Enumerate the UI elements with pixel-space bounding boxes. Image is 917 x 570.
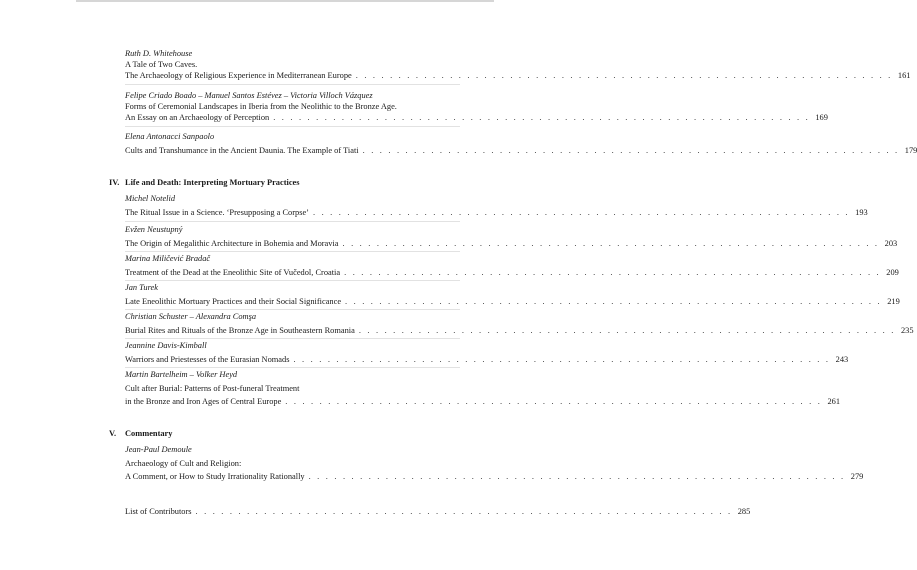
entry-author: Jean-Paul Demoule: [125, 445, 192, 454]
entry-author: Michel Notelid: [125, 194, 176, 203]
entry-title: Burial Rites and Rituals of the Bronze Age in Southeastern Romania: [125, 326, 355, 335]
dot-leader: . . . . . . . . . . . . . . . . . . . . . . . . . . . . . . . . . . . . . . . . . . . . . . . . . . . . . . . . . . . . . . .: [344, 268, 881, 277]
dot-leader: . . . . . . . . . . . . . . . . . . . . . . . . . . . . . . . . . . . . . . . . . . . . . . . . . . . . . . . . . . . . . . .: [293, 355, 831, 364]
entry-author: Jeannine Davis-Kimball: [125, 341, 207, 350]
page-number: 203: [884, 239, 898, 248]
entry-title-line[interactable]: [125, 471, 864, 482]
entry-divider: [125, 221, 460, 222]
entry-title-line: Archaeology of Cult and Religion:: [125, 459, 242, 468]
dot-leader: . . . . . . . . . . . . . . . . . . . . . . . . . . . . . . . . . . . . . . . . . . . . . . . . . . . . . . . . . . . . . . .: [342, 239, 880, 248]
toc-entry: [125, 253, 899, 278]
entry-title: List of Contributors: [125, 507, 192, 516]
page-number: 279: [850, 472, 864, 481]
entry-divider: [125, 84, 460, 85]
entry-title: The Origin of Megalithic Architecture in Bohemia and Moravia: [125, 239, 339, 248]
toc-entry: [125, 131, 917, 156]
page-number: 285: [737, 507, 751, 516]
entry-title-line[interactable]: [125, 207, 868, 218]
page-number: 261: [827, 397, 841, 406]
page-number: 179: [904, 146, 917, 155]
entry-author: Martin Bartelheim – Volker Heyd: [125, 370, 238, 379]
entry-title: A Comment, or How to Study Irrationality Rationally: [125, 472, 305, 481]
entry-title-line[interactable]: [125, 506, 751, 517]
entry-title-line[interactable]: [125, 267, 899, 278]
entry-title-line[interactable]: [125, 70, 911, 81]
entry-title: An Essay on an Archaeology of Perception: [125, 113, 270, 122]
toc-entry: [125, 444, 864, 482]
entry-title-line[interactable]: [125, 112, 828, 123]
entry-author: Ruth D. Whitehouse: [125, 49, 193, 58]
dot-leader: . . . . . . . . . . . . . . . . . . . . . . . . . . . . . . . . . . . . . . . . . . . . . . . . . . . . . . . . . . . . . . .: [285, 397, 823, 406]
entry-divider: [125, 251, 460, 252]
page-number: 219: [887, 297, 900, 306]
entry-divider: [125, 338, 460, 339]
dot-leader: . . . . . . . . . . . . . . . . . . . . . . . . . . . . . . . . . . . . . . . . . . . . . . . . . . . . . . . . . . . . . . .: [195, 507, 733, 516]
toc-entry: [125, 193, 868, 218]
toc-entry: [125, 369, 841, 407]
entry-author: Felipe Criado Boado – Manuel Santos Estévez – Victoria Villoch Vázquez: [125, 91, 373, 100]
page-number: 243: [835, 355, 849, 364]
page-number: 235: [900, 326, 914, 335]
entry-title: The Archaeology of Religious Experience in Mediterranean Europe: [125, 71, 352, 80]
dot-leader: . . . . . . . . . . . . . . . . . . . . . . . . . . . . . . . . . . . . . . . . . . . . . . . . . . . . . . . . . . . . . . .: [312, 208, 850, 217]
entry-title: Cults and Transhumance in the Ancient Daunia. The Example of Tiati: [125, 146, 359, 155]
entry-title-line: Forms of Ceremonial Landscapes in Iberia from the Neolithic to the Bronze Age.: [125, 102, 397, 111]
entry-author: Christian Schuster – Alexandra Comşa: [125, 312, 257, 321]
dot-leader: . . . . . . . . . . . . . . . . . . . . . . . . . . . . . . . . . . . . . . . . . . . . . . . . . . . . . . . . . . . . . . .: [345, 297, 882, 306]
section-number: IV.: [109, 178, 120, 187]
entry-title-line: Cult after Burial: Patterns of Post-funeral Treatment: [125, 384, 300, 393]
toc-entry: [125, 90, 828, 123]
page-number: 161: [897, 71, 911, 80]
dot-leader: . . . . . . . . . . . . . . . . . . . . . . . . . . . . . . . . . . . . . . . . . . . . . . . . . . . . . . . . . . . . . . .: [273, 113, 810, 122]
page-number: 209: [886, 268, 899, 277]
entry-divider: [125, 309, 460, 310]
toc-entry: [125, 311, 914, 336]
entry-title-line[interactable]: [125, 325, 914, 336]
page-number: 193: [855, 208, 868, 217]
section-number: V.: [109, 429, 117, 438]
section-title: Commentary: [125, 429, 173, 438]
toc-entry: [125, 224, 898, 249]
top-rule: [76, 0, 494, 2]
entry-author: Elena Antonacci Sanpaolo: [125, 132, 215, 141]
entry-author: Jan Turek: [125, 283, 158, 292]
entry-title: The Ritual Issue in a Science. ‘Presupposing a Corpse’: [125, 208, 309, 217]
section-heading: [109, 177, 300, 188]
toc-entry-contributors: [125, 506, 751, 517]
section-title: Life and Death: Interpreting Mortuary Practices: [125, 178, 300, 187]
dot-leader: . . . . . . . . . . . . . . . . . . . . . . . . . . . . . . . . . . . . . . . . . . . . . . . . . . . . . . . . . . . . . . .: [308, 472, 846, 481]
entry-title-line[interactable]: [125, 296, 900, 307]
entry-title-line[interactable]: [125, 354, 849, 365]
entry-author: Marina Miličević Bradač: [125, 254, 211, 263]
entry-divider: [125, 367, 460, 368]
dot-leader: . . . . . . . . . . . . . . . . . . . . . . . . . . . . . . . . . . . . . . . . . . . . . . . . . . . . . . . . . . . . . . .: [362, 146, 900, 155]
entry-title: Treatment of the Dead at the Eneolithic Site of Vučedol, Croatia: [125, 268, 341, 277]
toc-entry: [125, 282, 900, 307]
entry-title: Warriors and Priestesses of the Eurasian Nomads: [125, 355, 290, 364]
entry-divider: [125, 280, 460, 281]
entry-title: Late Eneolithic Mortuary Practices and their Social Significance: [125, 297, 342, 306]
entry-divider: [125, 126, 460, 127]
entry-title-line[interactable]: [125, 238, 898, 249]
entry-title-line: A Tale of Two Caves.: [125, 60, 198, 69]
toc-entry: [125, 340, 849, 365]
entry-title-line[interactable]: [125, 145, 917, 156]
entry-title-line[interactable]: [125, 396, 841, 407]
section-heading: [109, 428, 172, 439]
entry-author: Evžen Neustupný: [125, 225, 183, 234]
entry-title: in the Bronze and Iron Ages of Central Europe: [125, 397, 282, 406]
dot-leader: . . . . . . . . . . . . . . . . . . . . . . . . . . . . . . . . . . . . . . . . . . . . . . . . . . . . . . . . . . . . . . .: [358, 326, 896, 335]
dot-leader: . . . . . . . . . . . . . . . . . . . . . . . . . . . . . . . . . . . . . . . . . . . . . . . . . . . . . . . . . . . . . . .: [355, 71, 893, 80]
page-number: 169: [815, 113, 828, 122]
toc-entry: [125, 48, 911, 81]
